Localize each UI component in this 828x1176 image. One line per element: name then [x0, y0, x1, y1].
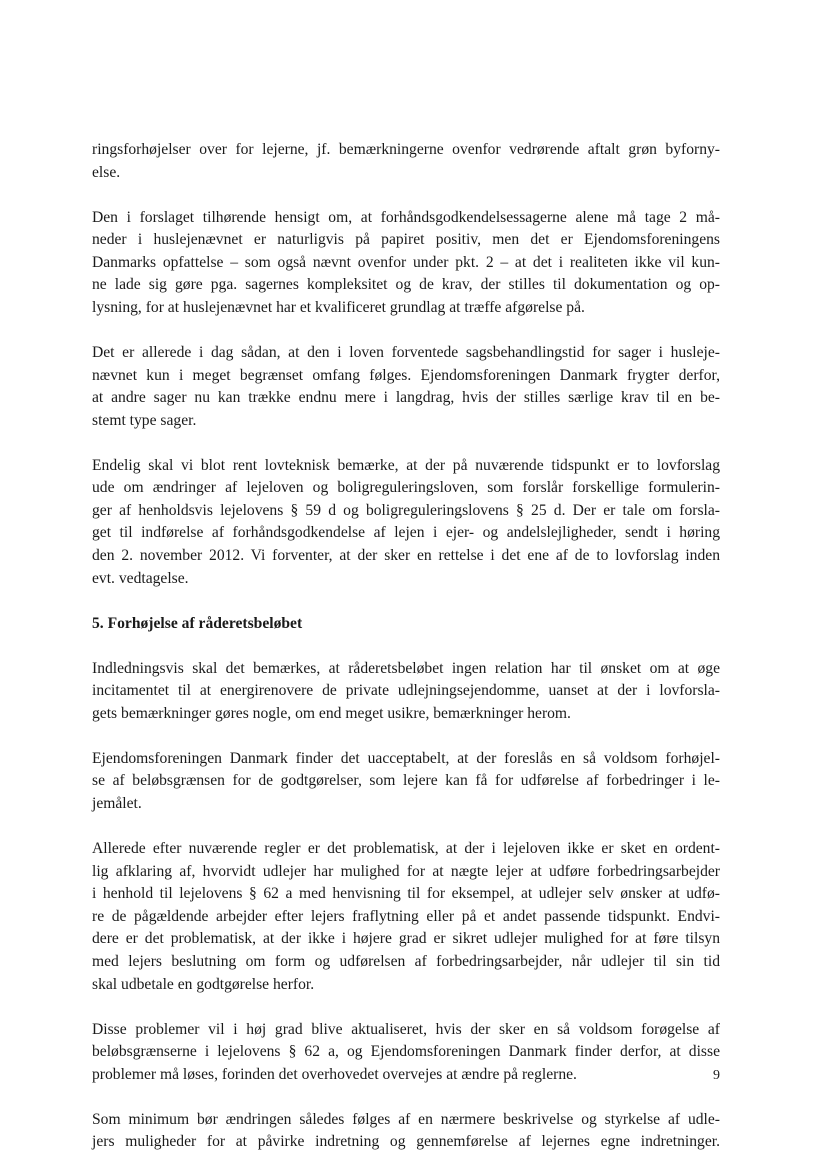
- paragraph-4: [92, 455, 720, 591]
- text-line: Endelig skal vi blot rent lovteknisk bemærke, at der på nuværende tidspunkt er to lovforslag: [92, 456, 720, 474]
- text-line: beløbsgrænserne i lejelovens § 62 a, og Ejendomsforeningen Danmark finder derfor, at disse: [92, 1043, 720, 1061]
- text-line: re de pågældende arbejder efter lejers fraflytning eller på et andet passende tidspunkt. Endvi-: [92, 907, 720, 925]
- text-line: den 2. november 2012. Vi forventer, at der sker en rettelse i det ene af de to lovforslag inden: [92, 547, 720, 565]
- text-line: ude om ændringer af lejeloven og boligreguleringsloven, som forslår forskellige formulerin-: [92, 479, 720, 497]
- paragraph-1: [92, 139, 720, 184]
- paragraph-5: [92, 658, 720, 726]
- text-line: get til indførelse af forhåndsgodkendelse af lejen i ejer- og andelslejligheder, sendt i høring: [92, 524, 720, 542]
- text-line: evt. vedtagelse.: [92, 569, 189, 587]
- text-line: dere er det problematisk, at der ikke i højere grad er sikret udlejer mulighed for at føre tilsyn: [92, 930, 720, 948]
- text-line: ne lade sig gøre pga. sagernes kompleksitet og de krav, der stilles til dokumentation og op-: [92, 276, 720, 294]
- page-number: 9: [713, 1068, 720, 1083]
- text-line: ringsforhøjelser over for lejerne, jf. bemærkningerne ovenfor vedrørende aftalt grøn byforny-: [92, 141, 720, 158]
- text-line: stemt type sager.: [92, 411, 197, 429]
- section-heading: 5. Forhøjelse af råderetsbeløbet: [92, 614, 303, 632]
- text-line: i henhold til lejelovens § 62 a med henvisning til for eksempel, at udlejer selv ønsker at udfø-: [92, 885, 720, 903]
- paragraph-7: [92, 838, 720, 996]
- document-page: [92, 139, 720, 1176]
- text-line: lig afklaring af, hvorvidt udlejer har mulighed for at nægte lejer at udføre forbedringsarbejder: [92, 862, 720, 880]
- text-line: jers muligheder for at påvirke indretning og gennemførelse af lejernes egne indretninger.: [92, 1133, 720, 1151]
- paragraph-3: [92, 342, 720, 432]
- paragraph-9: [92, 1109, 720, 1154]
- text-line: incitamentet til at energirenovere de private udlejningsejendomme, uanset at der i lovforsla-: [92, 682, 720, 700]
- paragraph-8: [92, 1019, 720, 1087]
- text-line: jemålet.: [92, 795, 142, 812]
- text-line: Danmarks opfattelse – som også nævnt ovenfor under pkt. 2 – at det i realiteten ikke vil kun-: [92, 253, 720, 271]
- text-line: lysning, for at huslejenævnet har et kvalificeret grundlag at træffe afgørelse på.: [92, 298, 585, 316]
- text-line: Ejendomsforeningen Danmark finder det uacceptabelt, at der foreslås en så voldsom forhøjel-: [92, 749, 720, 767]
- text-line: med lejers beslutning om form og udførelsen af forbedringsarbejder, når udlejer til sin tid: [92, 952, 720, 970]
- text-line: Indledningsvis skal det bemærkes, at råderetsbeløbet ingen relation har til ønsket om at øge: [92, 659, 720, 677]
- text-line: problemer må løses, forinden det overhovedet overvejes at ændre på reglerne.: [92, 1065, 577, 1083]
- text-line: at andre sager nu kan trække endnu mere i langdrag, hvis der stilles særlige krav til en be-: [92, 389, 720, 407]
- text-line: Allerede efter nuværende regler er det problematisk, at der i lejeloven ikke er sket en ordent-: [92, 839, 720, 857]
- text-line: neder i huslejenævnet er naturligvis på papiret positiv, men det er Ejendomsforeningens: [92, 231, 720, 249]
- text-line: Som minimum bør ændringen således følges af en nærmere beskrivelse og styrkelse af udle-: [92, 1110, 720, 1128]
- paragraph-2: [92, 207, 720, 320]
- text-line: nævnet kun i meget begrænset omfang følges. Ejendomsforeningen Danmark frygter derfor,: [92, 366, 720, 384]
- text-line: skal udbetale en godtgørelse herfor.: [92, 975, 315, 993]
- text-line: se af beløbsgrænsen for de godtgørelser, som lejere kan få for udførelse af forbedringer i le-: [92, 772, 720, 790]
- paragraph-6: [92, 748, 720, 816]
- text-line: ger af henholdsvis lejelovens § 59 d og boligreguleringslovens § 25 d. Der er tale om forsla-: [92, 501, 720, 519]
- text-line: gets bemærkninger gøres nogle, om end meget usikre, bemærkninger herom.: [92, 704, 571, 722]
- text-line: else.: [92, 163, 121, 181]
- text-line: Det er allerede i dag sådan, at den i loven forventede sagsbehandlingstid for sager i husleje-: [92, 343, 720, 361]
- text-line: Den i forslaget tilhørende hensigt om, at forhåndsgodkendelsessagerne alene må tage 2 må-: [92, 208, 720, 226]
- text-line: Disse problemer vil i høj grad blive aktualiseret, hvis der sker en så voldsom forøgelse af: [92, 1020, 720, 1038]
